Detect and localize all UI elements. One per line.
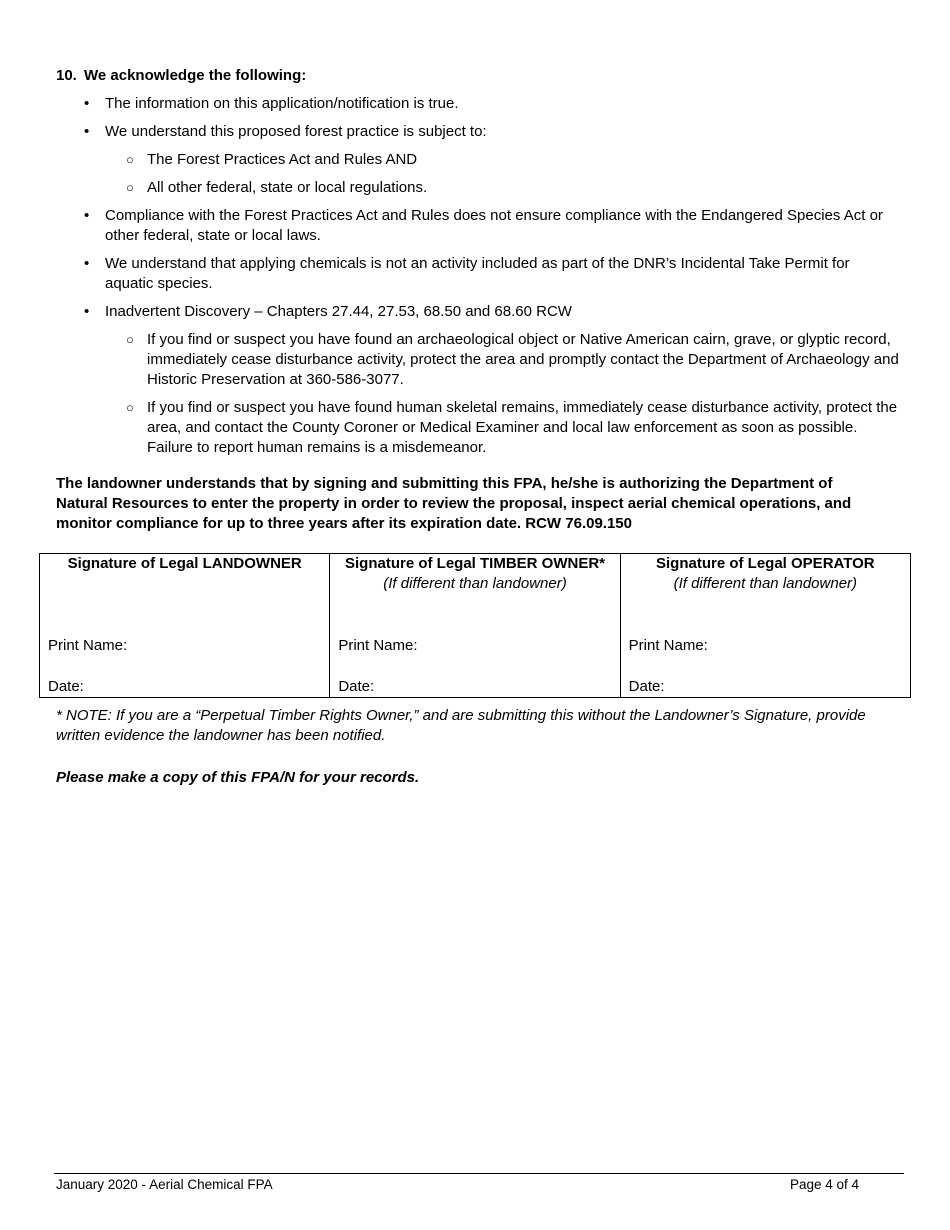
list-item: [56, 94, 902, 114]
circle-bullet-icon: ○: [126, 180, 134, 195]
footer-divider: [54, 1173, 904, 1174]
signature-title: Signature of Legal OPERATOR: [656, 555, 875, 572]
bullet-icon: •: [84, 123, 90, 140]
list-item-text: Compliance with the Forest Practices Act and Rules does not ensure compliance with the Endangered Species Act or other federal, state or local laws.: [105, 207, 883, 244]
list-item: [56, 122, 902, 142]
timber-owner-signature-cell[interactable]: [329, 554, 619, 697]
authorization-statement: The landowner understands that by signing and submitting this FPA, he/she is authorizing the Department of Natural Resources to enter the property in order to review the proposal, inspect aerial chemical operations, and monitor compliance for up to three years after its expiration date. RCW 76.09.150: [56, 475, 852, 532]
date-field[interactable]: Date:: [338, 678, 375, 695]
acknowledgment-section: [56, 66, 902, 534]
sub-list-item: [56, 398, 902, 458]
signature-subtitle: (If different than landowner): [383, 575, 567, 592]
bullet-icon: •: [84, 303, 90, 320]
date-field[interactable]: Date:: [48, 678, 84, 695]
list-item-text: Inadvertent Discovery – Chapters 27.44, 27.53, 68.50 and 68.60 RCW: [105, 303, 572, 320]
list-item: [56, 206, 902, 246]
operator-signature-cell[interactable]: [620, 554, 910, 697]
sub-list-item: [56, 178, 902, 198]
footer-form-title: January 2020 - Aerial Chemical FPA: [56, 1177, 273, 1192]
print-name-field[interactable]: Print Name:: [48, 637, 128, 654]
section-heading: [56, 66, 902, 86]
list-item: [56, 254, 902, 294]
signature-title: Signature of Legal TIMBER OWNER*: [344, 555, 605, 572]
copy-reminder: Please make a copy of this FPA/N for your records.: [56, 769, 420, 786]
sub-list-item: [56, 150, 902, 170]
bullet-icon: •: [84, 255, 90, 272]
timber-rights-note: * NOTE: If you are a “Perpetual Timber Rights Owner,” and are submitting this without the Landowner’s Signature, provide written evidence the landowner has been notified.: [56, 707, 866, 744]
list-item-text: The information on this application/notification is true.: [105, 95, 459, 112]
bullet-icon: •: [84, 207, 90, 224]
page-number: Page 4 of 4: [789, 1177, 859, 1192]
landowner-signature-cell[interactable]: [40, 554, 329, 697]
circle-bullet-icon: ○: [126, 332, 134, 347]
list-item-text: We understand that applying chemicals is not an activity included as part of the DNR’s Incidental Take Permit for aquatic species.: [105, 255, 850, 292]
list-item-text: We understand this proposed forest practice is subject to:: [105, 123, 487, 140]
sub-list-item: [56, 330, 902, 390]
bullet-icon: •: [84, 95, 90, 112]
sub-list-item-text: If you find or suspect you have found an archaeological object or Native American cairn, grave, or glyptic record, immediately cease disturbance activity, protect the area and promptly contact the Department of Archaeology and Historic Preservation at 360-586-3077.: [147, 331, 899, 388]
section-number: 10.: [56, 67, 77, 84]
sub-list-item-text: If you find or suspect you have found human skeletal remains, immediately cease disturbance activity, protect the area, and contact the County Coroner or Medical Examiner and local law enforcement as soon as possible. Failure to report human remains is a misdemeanor.: [147, 399, 898, 456]
print-name-field[interactable]: Print Name:: [628, 637, 708, 654]
signature-subtitle: (If different than landowner): [673, 575, 858, 592]
list-item: [56, 302, 902, 322]
circle-bullet-icon: ○: [126, 152, 134, 167]
signature-table: [39, 553, 911, 698]
print-name-field[interactable]: Print Name:: [338, 637, 418, 654]
date-field[interactable]: Date:: [628, 678, 665, 695]
circle-bullet-icon: ○: [126, 400, 134, 415]
section-title: We acknowledge the following:: [84, 67, 307, 84]
signature-title: Signature of Legal LANDOWNER: [67, 555, 302, 572]
sub-list-item-text: The Forest Practices Act and Rules AND: [147, 151, 418, 168]
sub-list-item-text: All other federal, state or local regulations.: [147, 179, 428, 196]
